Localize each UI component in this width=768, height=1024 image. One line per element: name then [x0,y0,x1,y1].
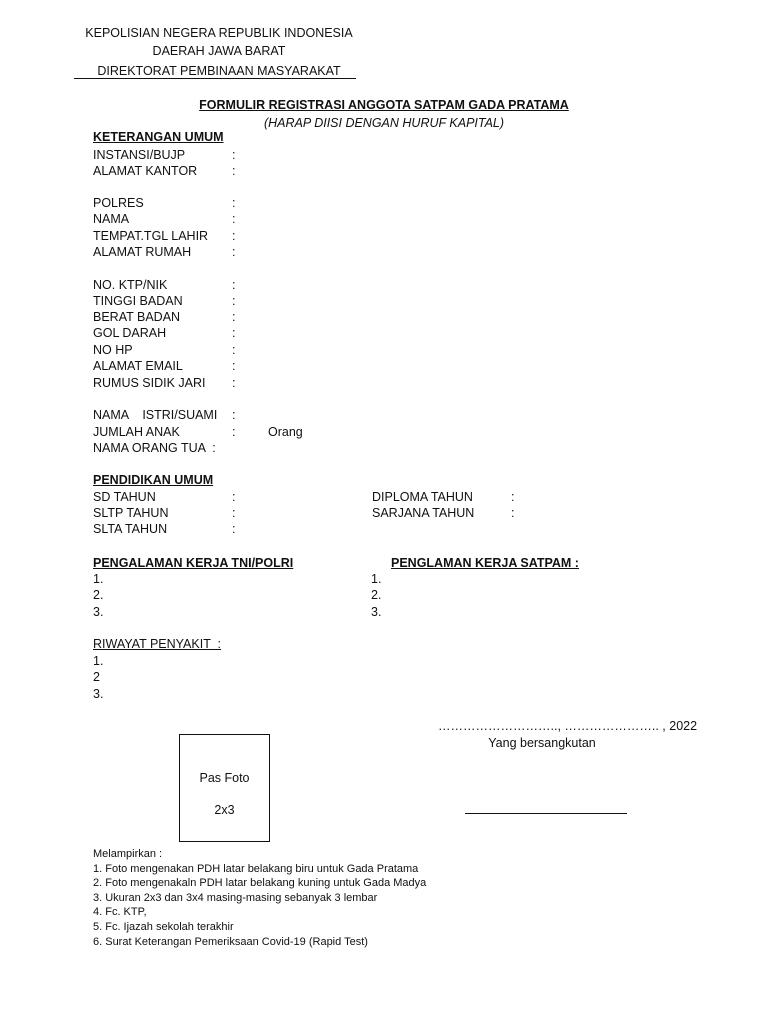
field-colon: : [232,425,236,439]
attachment-item: 5. Fc. Ijazah sekolah terakhir [93,921,234,933]
pas-foto-box [179,734,270,842]
field-colon: : [232,278,236,292]
field-colon: : [232,408,236,422]
form-title: FORMULIR REGISTRASI ANGGOTA SATPAM GADA PRATAMA [199,98,569,112]
pengalaman-tni-item: 2. [93,588,104,602]
form-subtitle: (HARAP DIISI DENGAN HURUF KAPITAL) [263,116,505,130]
pengalaman-tni-polri-heading: PENGALAMAN KERJA TNI/POLRI [93,556,294,570]
field-label-alamat-kantor: ALAMAT KANTOR [93,164,198,178]
keterangan-umum-heading: KETERANGAN UMUM [93,130,224,144]
field-colon: : [511,490,515,504]
field-colon: : [232,196,236,210]
field-colon: : [232,506,236,520]
field-label-tempat-tgl-lahir: TEMPAT.TGL LAHIR [93,229,209,243]
field-label-diploma-tahun: DIPLOMA TAHUN [372,490,473,504]
riwayat-penyakit-item: 3. [93,687,104,701]
pengalaman-satpam-item: 3. [371,605,382,619]
field-label-no-hp: NO HP [93,343,133,357]
pengalaman-tni-item: 3. [93,605,104,619]
field-colon: : [232,343,236,357]
field-colon: : [232,359,236,373]
field-label-slta-tahun: SLTA TAHUN [93,522,168,536]
pengalaman-satpam-item: 1. [371,572,382,586]
field-colon: : [232,522,236,536]
field-colon: : [232,164,236,178]
field-colon: : [232,310,236,324]
field-label-polres: POLRES [93,196,144,210]
attachment-item: 2. Foto mengenakaln PDH latar belakang kuning untuk Gada Madya [93,877,427,889]
attachment-item: 1. Foto mengenakan PDH latar belakang biru untuk Gada Pratama [93,863,419,875]
attachments-heading: Melampirkan : [93,848,163,860]
field-colon: : [232,294,236,308]
field-colon: : [232,376,236,390]
field-label-rumus-sidik-jari: RUMUS SIDIK JARI [93,376,206,390]
pengalaman-satpam-heading: PENGLAMAN KERJA SATPAM : [391,556,579,570]
field-label-instansi: INSTANSI/BUJP [93,148,186,162]
pas-foto-size: 2x3 [214,803,235,817]
signature-line [465,813,627,814]
field-colon: : [232,229,236,243]
field-colon: : [232,490,236,504]
field-label-istri-suami: NAMA ISTRI/SUAMI [93,408,218,422]
pengalaman-satpam-item: 2. [371,588,382,602]
riwayat-penyakit-item: 1. [93,654,104,668]
field-colon: : [232,148,236,162]
field-label-gol-darah: GOL DARAH [93,326,167,340]
field-label-sarjana-tahun: SARJANA TAHUN [372,506,475,520]
pas-foto-label: Pas Foto [199,771,250,785]
attachment-item: 4. Fc. KTP, [93,906,147,918]
riwayat-penyakit-item: 2 [93,670,100,684]
field-label-nama: NAMA [93,212,130,226]
pendidikan-umum-heading: PENDIDIKAN UMUM [93,473,214,487]
field-label-tinggi-badan: TINGGI BADAN [93,294,183,308]
header-line-1: KEPOLISIAN NEGERA REPUBLIK INDONESIA [85,26,353,40]
field-label-sltp-tahun: SLTP TAHUN [93,506,169,520]
jumlah-anak-unit: Orang [268,425,303,439]
header-line-2: DAERAH JAWA BARAT [152,44,286,58]
attachment-item: 3. Ukuran 2x3 dan 3x4 masing-masing sebanyak 3 lembar [93,892,378,904]
pengalaman-tni-item: 1. [93,572,104,586]
field-colon: : [232,212,236,226]
signature-place-date: ……………………….., ………………….. , 2022 [438,719,698,733]
field-label-ktp-nik: NO. KTP/NIK [93,278,168,292]
field-colon: : [232,326,236,340]
field-colon: : [232,245,236,259]
riwayat-penyakit-heading: RIWAYAT PENYAKIT : [93,637,222,651]
field-label-berat-badan: BERAT BADAN [93,310,181,324]
attachment-item: 6. Surat Keterangan Pemeriksaan Covid-19 (Rapid Test) [93,936,368,948]
field-label-alamat-email: ALAMAT EMAIL [93,359,183,373]
header-line-3: DIREKTORAT PEMBINAAN MASYARAKAT [97,64,341,78]
field-colon: : [511,506,515,520]
field-label-sd-tahun: SD TAHUN [93,490,156,504]
header-divider [74,78,356,79]
field-label-nama-orang-tua: NAMA ORANG TUA : [93,441,216,455]
field-label-alamat-rumah: ALAMAT RUMAH [93,245,192,259]
field-label-jumlah-anak: JUMLAH ANAK [93,425,180,439]
signature-label: Yang bersangkutan [488,736,596,750]
